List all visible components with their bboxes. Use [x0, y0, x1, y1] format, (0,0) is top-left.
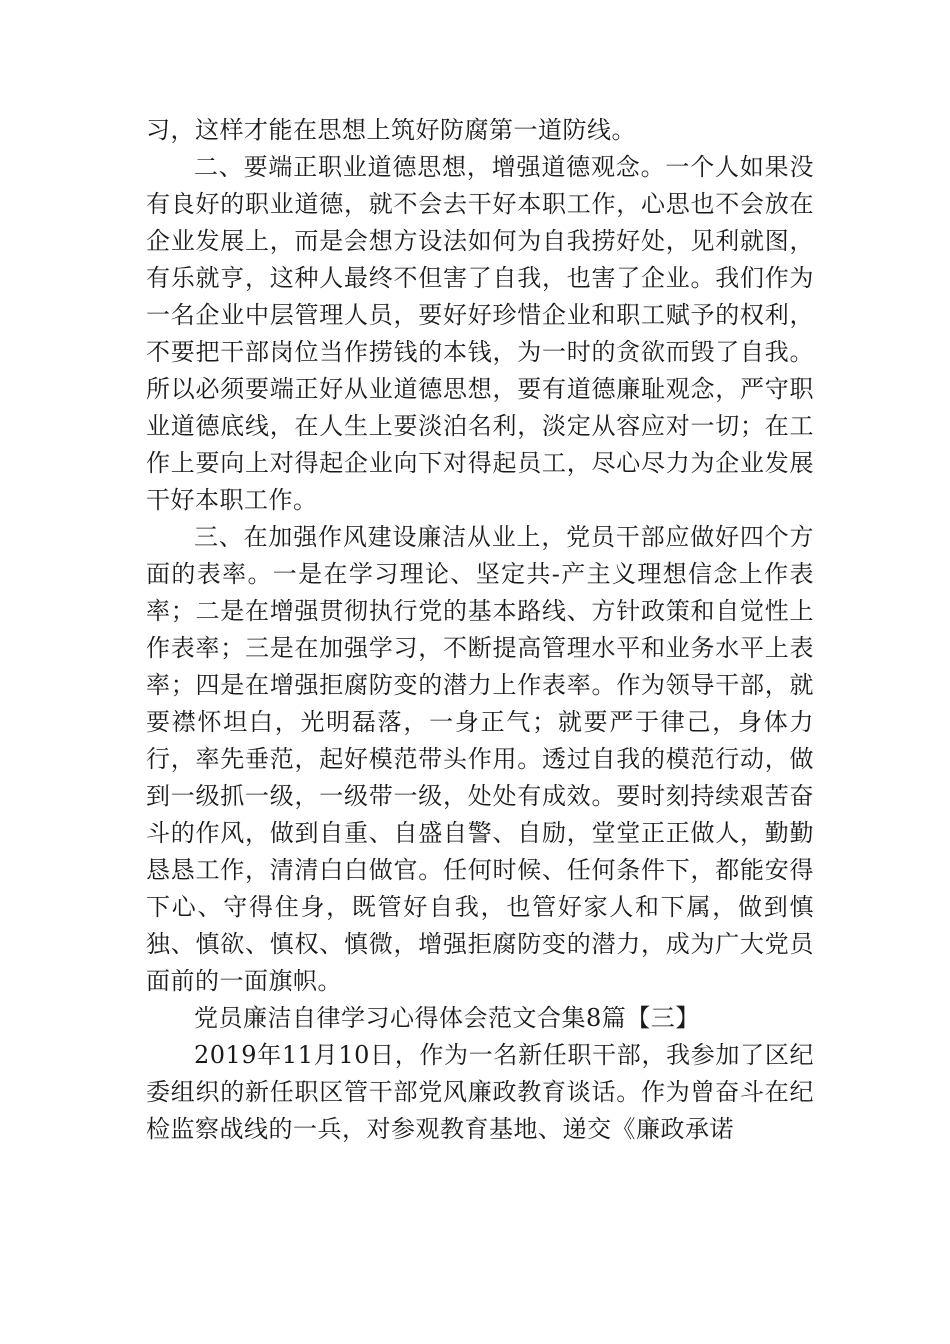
paragraph-ethics: 二、要端正职业道德思想，增强道德观念。一个人如果没有良好的职业道德，就不会去干好本职工作，心思也不会放在企业发展上，而是会想方设法如何为自我捞好处，见利就图，有乐就亨，这种人最终不但害了自我，也害了企业。我们作为一名企业中层管理人员，要好好珍惜企业和职工赋予的权利，不要把干部岗位当作捞钱的本钱，为一时的贪欲而毁了自我。所以必须要端正好从业道德思想，要有道德廉耻观念，严守职业道德底线，在人生上要淡泊名利，淡定从容应对一切；在工作上要向上对得起企业向下对得起员工，尽心尽力为企业发展干好本职工作。: [146, 153, 814, 514]
paragraph-conduct: 三、在加强作风建设廉洁从业上，党员干部应做好四个方面的表率。一是在学习理论、坚定共-产主义理想信念上作表率；二是在增强贯彻执行党的基本路线、方针政策和自觉性上作表率；三是在加强学习，不断提高管理水平和业务水平上表率；四是在增强拒腐防变的潜力上作表率。作为领导干部，就要襟怀坦白，光明磊落，一身正气；就要严于律己，身体力行，率先垂范，起好模范带头作用。透过自我的模范行动，做到一级抓一级，一级带一级，处处有成效。要时刻持续艰苦奋斗的作风，做到自重、自盛自警、自励，堂堂正正做人，勤勤恳恳工作，清清白白做官。任何时候、任何条件下，都能安得下心、守得住身，既管好自我，也管好家人和下属，做到慎独、慎欲、慎权、慎微，增强拒腐防变的潜力，成为广大党员面前的一面旗帜。: [146, 523, 814, 995]
paragraph-continuation: 习，这样才能在思想上筑好防腐第一道防线。: [146, 116, 636, 144]
document-body: [146, 112, 814, 1148]
section-heading: 党员廉洁自律学习心得体会范文合集8篇【三】: [194, 1004, 700, 1032]
paragraph-intro: 2019年11月10日，作为一名新任职干部，我参加了区纪委组织的新任职区管干部党风廉政教育谈话。作为曾奋斗在纪检监察战线的一兵，对参观教育基地、递交《廉政承诺: [146, 1041, 814, 1143]
